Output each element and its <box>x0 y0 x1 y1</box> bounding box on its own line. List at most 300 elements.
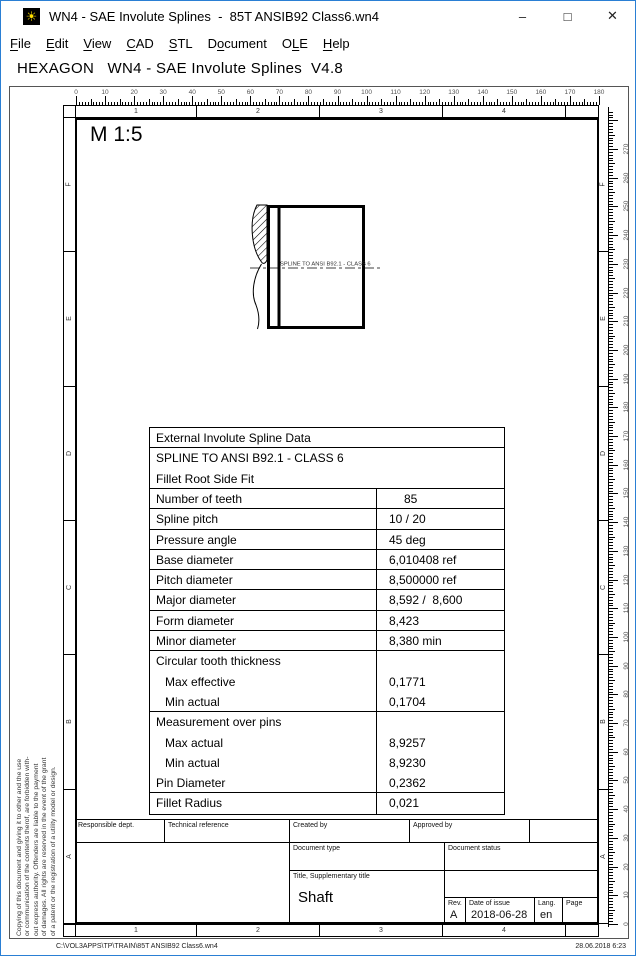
v-ruler-tick <box>609 516 613 517</box>
v-ruler-tick <box>609 117 613 118</box>
app-sun-icon: ☀ <box>23 8 40 25</box>
v-ruler-tick <box>609 878 613 879</box>
page-cell <box>562 897 599 924</box>
v-ruler-tick <box>609 361 613 362</box>
v-ruler-tick <box>609 637 618 638</box>
v-ruler-label: 200 <box>623 344 630 356</box>
h-ruler-tick <box>541 96 542 105</box>
table-row <box>150 570 504 590</box>
v-ruler-tick <box>609 456 613 457</box>
v-ruler-tick <box>609 803 613 804</box>
v-ruler-label: 170 <box>623 430 630 442</box>
status-bar <box>9 941 629 955</box>
h-ruler-label: 40 <box>188 89 196 96</box>
v-ruler-label: 0 <box>623 922 630 926</box>
v-ruler-tick <box>609 140 613 141</box>
v-ruler-tick <box>609 806 613 807</box>
v-ruler-tick <box>609 158 613 159</box>
table-row <box>150 712 504 732</box>
v-ruler-label: 130 <box>623 545 630 557</box>
v-ruler-tick <box>609 815 613 816</box>
v-ruler-tick <box>609 143 613 144</box>
v-ruler-tick <box>609 315 613 316</box>
v-ruler-tick <box>609 175 613 176</box>
v-ruler-tick <box>609 539 613 540</box>
v-ruler-tick <box>609 238 613 239</box>
h-ruler-tick <box>308 96 309 105</box>
date-of-issue-cell <box>465 897 534 924</box>
v-ruler-tick <box>609 867 618 868</box>
lang-cell <box>534 897 562 924</box>
v-ruler-tick <box>609 227 613 228</box>
v-ruler-tick <box>609 399 613 400</box>
v-ruler-tick <box>609 270 613 271</box>
v-ruler-tick <box>609 588 613 589</box>
v-ruler-label: 160 <box>623 459 630 471</box>
v-ruler-tick <box>609 775 613 776</box>
v-ruler-label: 10 <box>623 891 630 899</box>
v-ruler-tick <box>609 155 613 156</box>
v-ruler-tick <box>609 393 615 394</box>
v-ruler-tick <box>609 849 613 850</box>
scale-label: M 1:5 <box>90 123 143 146</box>
copyright-line: or communication of the contents therof, are forbidden with- <box>24 756 32 936</box>
v-ruler-tick <box>609 577 613 578</box>
table-row-value: 8,9230 <box>389 755 426 770</box>
title-block-empty-cell <box>529 819 599 842</box>
v-ruler-tick <box>609 623 615 624</box>
v-ruler-label: 190 <box>623 373 630 385</box>
table-row <box>150 489 504 509</box>
v-ruler-tick <box>609 892 613 893</box>
file-path: C:\VOL3APPS\TP\TRAIN\85T ANSIB92 Class6.wn4 <box>56 943 218 950</box>
v-ruler-tick <box>609 123 613 124</box>
v-ruler-tick <box>609 582 613 583</box>
v-ruler-tick <box>609 565 615 566</box>
document-title: Shaft <box>298 889 334 906</box>
v-ruler-tick <box>609 255 613 256</box>
v-ruler-tick <box>609 272 613 273</box>
v-ruler-tick <box>609 674 613 675</box>
v-ruler-tick <box>609 195 613 196</box>
v-ruler-tick <box>609 126 613 127</box>
v-ruler-tick <box>609 321 618 322</box>
h-ruler-tick <box>221 96 222 105</box>
v-ruler-tick <box>609 327 613 328</box>
v-ruler-tick <box>609 646 613 647</box>
title-bar <box>1 1 635 31</box>
v-ruler-tick <box>609 677 613 678</box>
table-subtitle-line1: SPLINE TO ANSI B92.1 - CLASS 6 <box>156 451 344 465</box>
v-ruler-tick <box>609 657 613 658</box>
table-row-label: Measurement over pins <box>150 712 377 732</box>
v-ruler-label: 270 <box>623 143 630 155</box>
v-ruler-tick <box>609 562 613 563</box>
v-ruler-tick <box>609 824 615 825</box>
v-ruler-tick <box>609 404 613 405</box>
table-row <box>150 590 504 610</box>
v-ruler-label: 50 <box>623 776 630 785</box>
horizontal-ruler <box>10 96 630 105</box>
zone-column-1: 1 <box>76 925 197 936</box>
app-header-text: HEXAGON WN4 - SAE Involute Splines V4.8 <box>17 60 344 77</box>
v-ruler-tick <box>609 910 615 911</box>
copyright-note <box>16 551 58 936</box>
v-ruler-tick <box>609 189 613 190</box>
table-row <box>150 509 504 529</box>
v-ruler-tick <box>609 826 613 827</box>
document-type-cell: Document type <box>289 842 444 870</box>
v-ruler-tick <box>609 347 613 348</box>
zone-corner-cell <box>566 925 600 936</box>
document-status-cell: Document status <box>444 842 599 870</box>
table-row-label: Max effective <box>150 672 377 692</box>
v-ruler-tick <box>609 264 618 265</box>
v-ruler-tick <box>609 491 613 492</box>
table-row-label: Major diameter <box>150 590 377 609</box>
table-row-label: Base diameter <box>150 550 377 569</box>
shaft-drawing <box>237 192 407 342</box>
date-value: 2018-06-28 <box>471 909 528 921</box>
v-ruler-tick <box>609 224 613 225</box>
h-ruler-label: 130 <box>448 89 460 96</box>
table-title: External Involute Spline Data <box>150 428 504 448</box>
v-ruler-tick <box>609 514 613 515</box>
v-ruler-tick <box>609 413 613 414</box>
v-ruler-tick <box>609 654 613 655</box>
table-row <box>150 793 504 813</box>
v-ruler-tick <box>609 511 613 512</box>
v-ruler-tick <box>609 293 618 294</box>
v-ruler-tick <box>609 597 613 598</box>
v-ruler-tick <box>609 448 613 449</box>
v-ruler-tick <box>609 568 613 569</box>
rev-label: Rev. <box>448 900 462 907</box>
v-ruler-tick <box>609 913 613 914</box>
v-ruler-tick <box>609 559 613 560</box>
v-ruler-tick <box>609 737 615 738</box>
v-ruler-tick <box>609 749 613 750</box>
h-ruler-label: 160 <box>535 89 547 96</box>
v-ruler-tick <box>609 522 618 523</box>
v-ruler-tick <box>609 370 613 371</box>
v-ruler-tick <box>609 465 618 466</box>
v-ruler-tick <box>609 915 613 916</box>
v-ruler-tick <box>609 115 613 116</box>
v-ruler-label: 90 <box>623 662 630 670</box>
v-ruler-tick <box>609 763 613 764</box>
v-ruler-tick <box>609 852 615 853</box>
zone-column-2: 2 <box>197 925 320 936</box>
table-row-value: 6,010408 ref <box>389 552 457 567</box>
zone-letters-left <box>63 118 75 924</box>
zone-column-4: 4 <box>443 925 566 936</box>
v-ruler-tick <box>609 786 613 787</box>
zone-row-c: C <box>64 521 75 655</box>
v-ruler-label: 260 <box>623 172 630 184</box>
v-ruler-tick <box>609 904 613 905</box>
menu-stl[interactable]: STL <box>168 35 193 51</box>
v-ruler-tick <box>609 838 618 839</box>
v-ruler-tick <box>609 427 613 428</box>
table-row-value: 0,021 <box>389 796 420 811</box>
menu-bar <box>2 32 634 54</box>
responsible-dept-cell: Responsible dept. <box>75 819 164 842</box>
table-row <box>150 753 504 773</box>
v-ruler-tick <box>609 921 613 922</box>
v-ruler-tick <box>609 640 613 641</box>
table-row-value: 85 <box>404 492 418 506</box>
h-ruler-tick <box>163 96 164 105</box>
v-ruler-label: 110 <box>623 603 630 614</box>
title-block-left-cell <box>75 842 289 924</box>
v-ruler-tick <box>609 132 613 133</box>
v-ruler-tick <box>609 680 615 681</box>
spline-hatch-region <box>252 205 267 263</box>
maximize-button[interactable]: □ <box>563 8 572 24</box>
v-ruler-tick <box>609 476 613 477</box>
v-ruler-tick <box>609 373 613 374</box>
v-ruler-tick <box>609 924 618 925</box>
table-row-label: Pressure angle <box>150 530 377 549</box>
v-ruler-tick <box>609 341 613 342</box>
v-ruler-label: 150 <box>623 488 630 499</box>
v-ruler-tick <box>609 181 613 182</box>
table-row <box>150 672 504 692</box>
v-ruler-tick <box>609 841 613 842</box>
menu-edit[interactable]: Edit <box>45 35 69 51</box>
v-ruler-tick <box>609 703 613 704</box>
title-cell-label: Title, Supplementary title <box>293 873 370 880</box>
v-ruler-tick <box>609 482 613 483</box>
v-ruler-tick <box>609 551 618 552</box>
v-ruler-tick <box>609 858 613 859</box>
table-row-value: 8,500000 ref <box>389 573 457 588</box>
v-ruler-tick <box>609 895 618 896</box>
minimize-button[interactable]: – <box>518 8 527 24</box>
v-ruler-tick <box>609 628 613 629</box>
v-ruler-tick <box>609 295 613 296</box>
zone-row-c: C <box>599 521 608 655</box>
menu-cad[interactable]: CAD <box>126 35 154 51</box>
table-row-value: 0,2362 <box>389 776 426 791</box>
h-ruler-tick <box>483 96 484 105</box>
v-ruler-tick <box>609 502 613 503</box>
v-ruler-tick <box>609 278 615 279</box>
v-ruler-tick <box>609 445 613 446</box>
v-ruler-tick <box>609 468 613 469</box>
copyright-line: out express authority. Offenders are liable to the payment <box>32 763 40 936</box>
h-ruler-label: 140 <box>477 89 489 96</box>
zone-corner-cell <box>64 106 76 117</box>
v-ruler-tick <box>609 887 613 888</box>
v-ruler-tick <box>609 235 618 236</box>
v-ruler-tick <box>609 531 613 532</box>
v-ruler-tick <box>609 648 613 649</box>
v-ruler-label: 30 <box>623 834 630 842</box>
v-ruler-tick <box>609 307 615 308</box>
table-row <box>150 773 504 793</box>
h-ruler-label: 50 <box>217 89 225 96</box>
close-button[interactable]: ✕ <box>607 8 618 23</box>
v-ruler-tick <box>609 901 613 902</box>
page-label: Page <box>566 900 583 907</box>
table-row-value: 10 / 20 <box>389 512 426 527</box>
v-ruler-tick <box>609 407 618 408</box>
v-ruler-tick <box>609 499 613 500</box>
v-ruler-label: 120 <box>623 574 630 585</box>
v-ruler-tick <box>609 697 613 698</box>
v-ruler-tick <box>609 844 613 845</box>
h-ruler-label: 60 <box>246 89 254 96</box>
v-ruler-tick <box>609 726 613 727</box>
v-ruler-tick <box>609 470 613 471</box>
v-ruler-tick <box>609 669 613 670</box>
v-ruler-tick <box>609 396 613 397</box>
zone-corner-cell <box>64 925 76 936</box>
h-ruler-tick <box>512 96 513 105</box>
v-ruler-tick <box>609 146 613 147</box>
v-ruler-tick <box>609 789 613 790</box>
v-ruler-tick <box>609 643 613 644</box>
v-ruler-label: 240 <box>623 229 630 241</box>
v-ruler-tick <box>609 258 613 259</box>
v-ruler-tick <box>609 450 615 451</box>
v-ruler-tick <box>609 152 613 153</box>
v-ruler-tick <box>609 605 613 606</box>
v-ruler-tick <box>609 186 613 187</box>
zone-column-4: 4 <box>443 106 566 117</box>
zone-row-a: A <box>64 790 75 924</box>
v-ruler-tick <box>609 907 613 908</box>
h-ruler-tick <box>454 96 455 105</box>
v-ruler-tick <box>609 617 613 618</box>
h-ruler-label: 180 <box>593 89 605 96</box>
menu-view[interactable]: View <box>83 35 112 51</box>
drawing-canvas[interactable] <box>9 86 629 939</box>
v-ruler-tick <box>609 508 615 509</box>
v-ruler-tick <box>609 301 613 302</box>
v-ruler-tick <box>609 537 615 538</box>
v-ruler-tick <box>609 183 613 184</box>
v-ruler-tick <box>609 336 615 337</box>
v-ruler-tick <box>609 634 613 635</box>
h-ruler-tick <box>134 96 135 105</box>
v-ruler-tick <box>609 313 613 314</box>
v-ruler-tick <box>609 160 613 161</box>
v-ruler-tick <box>609 881 615 882</box>
v-ruler-tick <box>609 829 613 830</box>
v-ruler-tick <box>609 275 613 276</box>
v-ruler-tick <box>609 798 613 799</box>
table-row-label: Fillet Radius <box>150 793 377 813</box>
h-ruler-label: 70 <box>275 89 283 96</box>
v-ruler-tick <box>609 436 618 437</box>
menu-ole[interactable]: OLE <box>281 35 308 51</box>
zone-column-3: 3 <box>320 925 443 936</box>
v-ruler-tick <box>609 847 613 848</box>
menu-file[interactable]: File <box>10 35 31 51</box>
v-ruler-tick <box>609 714 613 715</box>
v-ruler-tick <box>609 379 618 380</box>
v-ruler-tick <box>609 473 613 474</box>
datetime-stamp: 28.06.2018 6:23 <box>575 943 626 950</box>
h-ruler-label: 110 <box>390 89 401 96</box>
v-ruler-tick <box>609 700 613 701</box>
h-ruler-tick <box>425 96 426 105</box>
v-ruler-tick <box>609 387 613 388</box>
v-ruler-tick <box>609 129 613 130</box>
table-row-value: 8,380 min <box>389 634 442 649</box>
v-ruler-tick <box>609 318 613 319</box>
v-ruler-label: 250 <box>623 200 630 212</box>
table-subtitle <box>150 448 504 489</box>
v-ruler-tick <box>609 310 613 311</box>
v-ruler-tick <box>609 247 613 248</box>
zone-row-a: A <box>599 790 608 924</box>
v-ruler-tick <box>609 338 613 339</box>
v-ruler-tick <box>609 600 613 601</box>
v-ruler-tick <box>609 812 613 813</box>
v-ruler-label: 180 <box>623 401 630 413</box>
v-ruler-tick <box>609 884 613 885</box>
v-ruler-tick <box>609 686 613 687</box>
v-ruler-tick <box>609 209 613 210</box>
h-ruler-label: 170 <box>564 89 576 96</box>
v-ruler-tick <box>609 594 615 595</box>
table-row-label: Spline pitch <box>150 509 377 528</box>
v-ruler-tick <box>609 795 615 796</box>
v-ruler-tick <box>609 872 613 873</box>
v-ruler-tick <box>609 218 613 219</box>
rev-cell <box>444 897 465 924</box>
v-ruler-label: 140 <box>623 516 630 528</box>
h-ruler-tick <box>105 96 106 105</box>
table-row <box>150 651 504 671</box>
v-ruler-tick <box>609 284 613 285</box>
v-ruler-tick <box>609 204 613 205</box>
v-ruler-tick <box>609 614 613 615</box>
table-row-label: Pitch diameter <box>150 570 377 589</box>
h-ruler-label: 120 <box>419 89 431 96</box>
v-ruler-tick <box>609 232 613 233</box>
copyright-line: Copying of this document and giving it to other and the use <box>16 758 23 936</box>
v-ruler-tick <box>609 221 615 222</box>
v-ruler-tick <box>609 809 618 810</box>
v-ruler-tick <box>609 479 615 480</box>
v-ruler-tick <box>609 534 613 535</box>
menu-document[interactable]: Document <box>207 35 267 51</box>
v-ruler-tick <box>609 746 613 747</box>
v-ruler-tick <box>609 459 613 460</box>
v-ruler-tick <box>609 359 613 360</box>
h-ruler-tick <box>338 96 339 105</box>
table-row-label: Min actual <box>150 753 377 773</box>
v-ruler-tick <box>609 557 613 558</box>
menu-help[interactable]: Help <box>322 35 350 51</box>
v-ruler-tick <box>609 585 613 586</box>
v-ruler-tick <box>609 519 613 520</box>
v-ruler-tick <box>609 758 613 759</box>
v-ruler-tick <box>609 723 618 724</box>
v-ruler-tick <box>609 442 613 443</box>
v-ruler-tick <box>609 402 613 403</box>
v-ruler-tick <box>609 574 613 575</box>
v-ruler-tick <box>609 608 618 609</box>
v-ruler-tick <box>609 453 613 454</box>
h-ruler-tick <box>279 96 280 105</box>
v-ruler-tick <box>609 212 613 213</box>
